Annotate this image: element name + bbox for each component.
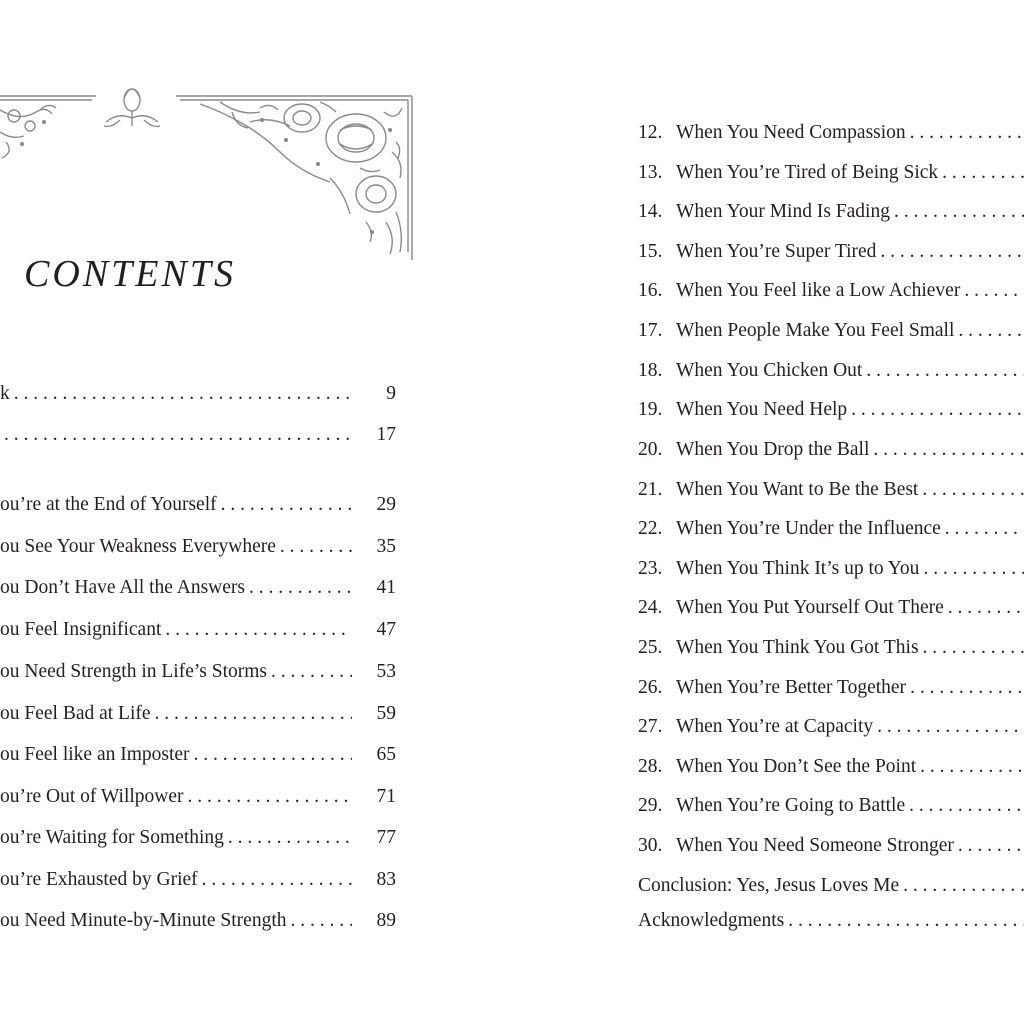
dot-leader — [906, 119, 1024, 147]
entry-number: 25. — [638, 637, 663, 658]
dot-leader — [267, 658, 352, 686]
dot-leader — [224, 824, 352, 852]
entry-page-number: 83 — [376, 869, 396, 890]
entry-title: Acknowledgments — [638, 910, 785, 931]
entry-number: 24. — [638, 597, 663, 618]
entry-title: ou Feel Insignificant — [0, 619, 162, 640]
toc-entry[interactable] — [0, 658, 400, 686]
entry-title: ou’re at the End of Yourself — [0, 494, 217, 515]
entry-number: 28. — [638, 756, 663, 777]
entry-title: ou’re Exhausted by Grief — [0, 869, 198, 890]
entry-title: When You’re Super Tired — [676, 241, 877, 262]
entry-title: k — [0, 383, 10, 404]
entry-title: When You Need Someone Stronger — [676, 835, 954, 856]
dot-leader — [184, 783, 352, 811]
toc-entry[interactable] — [0, 574, 400, 602]
dot-leader — [906, 674, 1024, 702]
entry-number: 30. — [638, 835, 663, 856]
entry-page-number: 89 — [376, 910, 396, 931]
entry-number: 17. — [638, 320, 663, 341]
entry-number: 13. — [638, 162, 663, 183]
entry-page-number: 77 — [376, 827, 396, 848]
toc-entry[interactable] — [0, 783, 400, 811]
entry-title: When You’re Better Together — [676, 677, 907, 698]
dot-leader — [960, 277, 1024, 305]
entry-number: 14. — [638, 201, 663, 222]
dot-leader — [784, 907, 1024, 935]
dot-leader — [869, 436, 1024, 464]
dot-leader — [916, 753, 1024, 781]
entry-title: When You’re Going to Battle — [676, 795, 906, 816]
dot-leader — [954, 317, 1024, 345]
entry-title: When You Put Yourself Out There — [676, 597, 944, 618]
dot-leader — [919, 634, 1024, 662]
entry-page-number: 9 — [386, 383, 396, 404]
entry-title: ou Need Minute-by-Minute Strength — [0, 910, 287, 931]
toc-entry[interactable] — [638, 634, 1024, 662]
entry-page-number: 35 — [376, 536, 396, 557]
toc-entry[interactable] — [638, 436, 1024, 464]
entry-title: ou Feel Bad at Life — [0, 703, 151, 724]
toc-entry[interactable] — [638, 238, 1024, 266]
toc-entry[interactable] — [638, 119, 1024, 147]
dot-leader — [10, 380, 352, 408]
toc-entry[interactable] — [638, 515, 1024, 543]
dot-leader — [0, 421, 352, 449]
dot-leader — [938, 159, 1024, 187]
entry-title: When You Think You Got This — [676, 637, 919, 658]
entry-title: When You Chicken Out — [676, 360, 863, 381]
entry-title: ou Feel like an Imposter — [0, 744, 190, 765]
entry-page-number: 41 — [376, 577, 396, 598]
dot-leader — [217, 491, 352, 519]
entry-page-number: 53 — [376, 661, 396, 682]
entry-title: ou’re Out of Willpower — [0, 786, 184, 807]
entry-title: ou Need Strength in Life’s Storms — [0, 661, 268, 682]
entry-number: 22. — [638, 518, 663, 539]
toc-entry[interactable] — [638, 713, 1024, 741]
floral-corner-ornament-icon — [0, 82, 416, 264]
entry-page-number: 59 — [376, 703, 396, 724]
entry-title: When You’re Under the Influence — [676, 518, 941, 539]
dot-leader — [862, 357, 1024, 385]
entry-title: ou Don’t Have All the Answers — [0, 577, 245, 598]
entry-number: 12. — [638, 122, 663, 143]
dot-leader — [890, 198, 1024, 226]
dot-leader — [954, 832, 1024, 860]
entry-title: ou’re Waiting for Something — [0, 827, 224, 848]
entry-title: When You Want to Be the Best — [676, 479, 919, 500]
entry-number: 26. — [638, 677, 663, 698]
toc-entry[interactable] — [0, 380, 400, 408]
dot-leader — [919, 555, 1024, 583]
toc-entry[interactable] — [0, 907, 400, 935]
toc-entry[interactable] — [0, 824, 400, 852]
dot-leader — [287, 907, 353, 935]
toc-entry[interactable] — [638, 476, 1024, 504]
entry-title: When You Feel like a Low Achiever — [676, 280, 961, 301]
dot-leader — [151, 700, 352, 728]
dot-leader — [918, 476, 1024, 504]
toc-entry[interactable] — [0, 741, 400, 769]
toc-entry[interactable] — [0, 700, 400, 728]
toc-entry[interactable] — [638, 277, 1024, 305]
dot-leader — [899, 872, 1024, 900]
toc-entry[interactable] — [0, 866, 400, 894]
dot-leader — [873, 713, 1024, 741]
toc-entry[interactable] — [638, 753, 1024, 781]
dot-leader — [944, 594, 1024, 622]
toc-entry[interactable] — [638, 674, 1024, 702]
entry-number: 27. — [638, 716, 663, 737]
entry-number: 15. — [638, 241, 663, 262]
entry-title: When You Need Help — [676, 399, 848, 420]
entry-title: When You Drop the Ball — [676, 439, 870, 460]
toc-entry[interactable] — [0, 616, 400, 644]
entry-title: When You Need Compassion — [676, 122, 906, 143]
dot-leader — [198, 866, 352, 894]
entry-number: 21. — [638, 479, 663, 500]
toc-entry[interactable] — [0, 421, 400, 449]
dot-leader — [847, 396, 1024, 424]
entry-title: When You Think It’s up to You — [676, 558, 920, 579]
dot-leader — [905, 792, 1024, 820]
entry-page-number: 71 — [376, 786, 396, 807]
toc-entry[interactable] — [638, 357, 1024, 385]
dot-leader — [161, 616, 352, 644]
entry-number: 16. — [638, 280, 663, 301]
toc-entry[interactable] — [638, 792, 1024, 820]
entry-title: When You’re at Capacity — [676, 716, 874, 737]
contents-heading: CONTENTS — [24, 253, 236, 295]
entry-number: 29. — [638, 795, 663, 816]
toc-entry[interactable] — [638, 832, 1024, 860]
right-page — [512, 0, 1024, 1024]
entry-page-number: 47 — [376, 619, 396, 640]
toc-entry[interactable] — [638, 317, 1024, 345]
entry-number: 20. — [638, 439, 663, 460]
dot-leader — [245, 574, 352, 602]
entry-title: Conclusion: Yes, Jesus Loves Me — [638, 875, 900, 896]
toc-entry[interactable] — [638, 396, 1024, 424]
toc-entry[interactable] — [638, 198, 1024, 226]
entry-title: ou See Your Weakness Everywhere — [0, 536, 276, 557]
entry-title: When You Don’t See the Point — [676, 756, 917, 777]
dot-leader — [276, 533, 352, 561]
toc-entry[interactable] — [0, 533, 400, 561]
dot-leader — [876, 238, 1024, 266]
dot-leader — [941, 515, 1024, 543]
entry-title: When You’re Tired of Being Sick — [676, 162, 939, 183]
entry-page-number: 17 — [376, 424, 396, 445]
entry-title: When Your Mind Is Fading — [676, 201, 890, 222]
entry-number: 19. — [638, 399, 663, 420]
dot-leader — [190, 741, 352, 769]
entry-page-number: 29 — [376, 494, 396, 515]
entry-number: 23. — [638, 558, 663, 579]
toc-entry[interactable] — [638, 872, 1024, 900]
entry-title: When People Make You Feel Small — [676, 320, 955, 341]
toc-entry[interactable] — [0, 491, 400, 519]
toc-entry[interactable] — [638, 555, 1024, 583]
entry-page-number: 65 — [376, 744, 396, 765]
toc-entry[interactable] — [638, 159, 1024, 187]
entry-number: 18. — [638, 360, 663, 381]
toc-entry[interactable] — [638, 594, 1024, 622]
toc-entry[interactable] — [638, 907, 1024, 935]
